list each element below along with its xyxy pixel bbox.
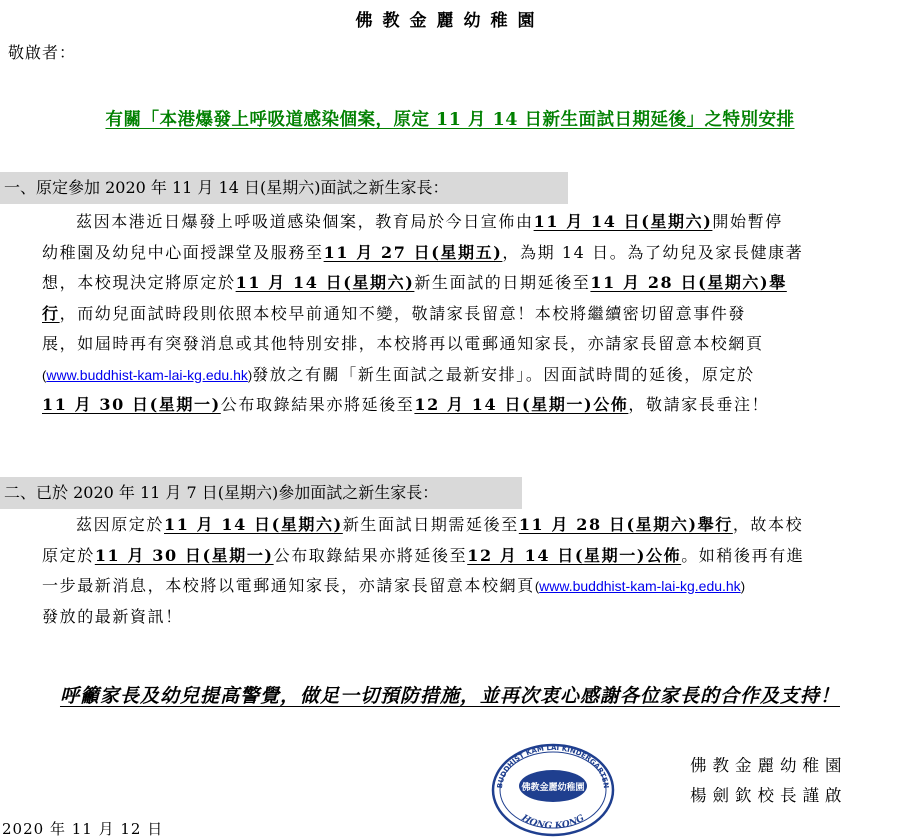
text-segment: 原定於 [42, 545, 95, 565]
signature-principal: 楊劍欽校長謹啟 [690, 786, 848, 805]
text-segment: 新生面試的日期延後至 [414, 273, 591, 292]
text-segment: 一步最新消息，本校將以電郵通知家長，亦請家長留意本校網頁 [42, 576, 535, 595]
text-segment: 幼稚園及幼兒中心面授課堂及服務至 [42, 242, 324, 262]
section-2-heading: 二、已於 2020 年 11 月 7 日(星期六)參加面試之新生家長： [0, 477, 522, 509]
highlighted-date: 12 月 14 日(星期一)公佈 [414, 395, 629, 414]
text-segment: 開始暫停 [712, 212, 783, 231]
paragraph-line [42, 571, 882, 602]
paragraph-line [42, 238, 882, 269]
text-segment: ) [247, 367, 253, 383]
paragraph-line [42, 602, 882, 633]
highlighted-date: 行 [42, 303, 60, 323]
highlighted-date: 11 月 30 日(星期一) [94, 545, 274, 565]
text-segment: 展，如屆時再有突發消息或其他特別安排，本校將再以電郵通知家長，亦請家長留意本校網頁 [42, 334, 764, 353]
closing-statement: 呼籲家長及幼兒提高警覺，做足一切預防措施，並再次衷心感謝各位家長的合作及支持！ [59, 685, 840, 707]
text-segment: ，為期 14 日。為了幼兒及家長健康著 [502, 242, 804, 262]
seal-top-text: BUDDHIST KAM LAI KINDERGARTEN [495, 743, 611, 789]
text-segment: 想，本校現決定將原定於 [42, 273, 236, 292]
text-segment: ，故本校 [732, 515, 804, 534]
school-website-link[interactable]: www.buddhist-kam-lai-kg.edu.hk [539, 578, 741, 594]
text-segment: 茲因本港近日爆發上呼吸道感染個案，教育局於今日宣佈由 [76, 212, 534, 231]
text-segment: ，敬請家長垂注！ [628, 395, 770, 414]
text-segment: 公布取錄結果亦將延後至 [273, 545, 468, 565]
page-title: 佛教金麗幼稚園 [355, 11, 545, 31]
paragraph-line [42, 360, 882, 391]
paragraph-line [42, 329, 882, 360]
paragraph-line [42, 299, 882, 330]
highlighted-date: 11 月 27 日(星期五) [323, 242, 503, 262]
highlighted-date: 11 月 14 日(星期六) [164, 515, 343, 534]
paragraph-line [42, 207, 882, 238]
subject-heading: 有關「本港爆發上呼吸道感染個案，原定 11 月 14 日新生面試日期延後」之特別安排 [105, 110, 795, 130]
salutation: 敬啟者： [8, 43, 77, 62]
section-2-paragraph [42, 510, 882, 632]
text-segment: ( [42, 367, 47, 383]
letter-date: 2020 年 11 月 12 日 [2, 820, 164, 838]
paragraph-line [42, 541, 882, 572]
seal-center-text: 佛教金麗幼稚園 [521, 783, 585, 793]
text-segment: 發放之有關「新生面試之最新安排」。因面試時間的延後，原定於 [252, 364, 755, 384]
highlighted-date: 12 月 14 日(星期一)公佈 [467, 545, 682, 565]
school-website-link[interactable]: www.buddhist-kam-lai-kg.edu.hk [46, 366, 248, 383]
signature-school: 佛教金麗幼稚園 [690, 756, 848, 775]
text-segment: 公布取錄結果亦將延後至 [220, 395, 415, 414]
text-segment: ) [740, 579, 746, 594]
seal-bottom-text: HONG KONG [519, 813, 587, 832]
school-seal-stamp [488, 738, 618, 838]
highlighted-date: 11 月 28 日(星期六)舉行 [518, 515, 733, 534]
highlighted-date: 11 月 28 日(星期六)舉 [590, 273, 787, 292]
text-segment: 發放的最新資訊！ [42, 606, 183, 626]
paragraph-line [42, 390, 882, 421]
highlighted-date: 11 月 14 日(星期六) [235, 273, 415, 292]
paragraph-line [42, 510, 882, 541]
paragraph-line [42, 268, 882, 299]
section-1-heading: 一、原定參加 2020 年 11 月 14 日(星期六)面試之新生家長： [0, 172, 568, 204]
highlighted-date: 11 月 14 日(星期六) [533, 212, 713, 231]
text-segment: 。如稍後再有進 [681, 545, 805, 565]
text-segment: 茲因原定於 [76, 515, 165, 534]
text-segment: 新生面試日期需延後至 [342, 515, 519, 534]
text-segment: ( [534, 579, 540, 594]
text-segment: ，而幼兒面試時段則依照本校早前通知不變，敬請家長留意！本校將繼續密切留意事件發 [59, 303, 747, 323]
section-1-paragraph [42, 207, 882, 421]
highlighted-date: 11 月 30 日(星期一) [42, 395, 221, 414]
